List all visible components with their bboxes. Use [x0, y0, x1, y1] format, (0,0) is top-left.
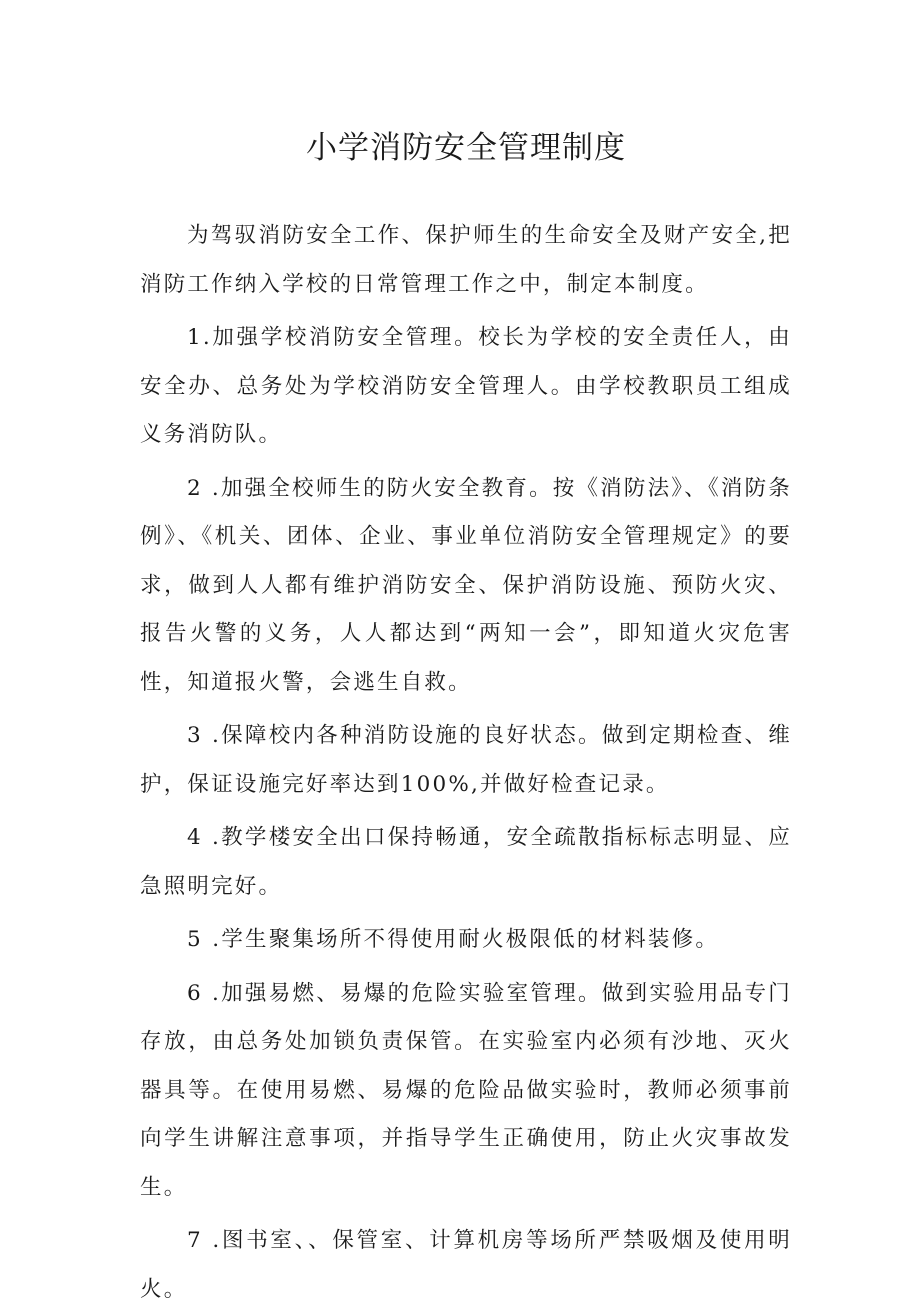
rule-2-paragraph: 2 .加强全校师生的防火安全教育。按《消防法》、《消防条例》、《机关、团体、企业、事业单位消防安全管理规定》的要求，做到人人都有维护消防安全、保护消防设施、预防火灾、报告火警的义务，人人都达到“两知一会”，即知道火灾危害性，知道报火警，会逃生自救。	[140, 475, 792, 695]
rule-1-paragraph: 1.加强学校消防安全管理。校长为学校的安全责任人，由安全办、总务处为学校消防安全管理人。由学校教职员工组成义务消防队。	[140, 325, 792, 447]
rule-6-paragraph: 6 .加强易燃、易爆的危险实验室管理。做到实验用品专门存放，由总务处加锁负责保管。在实验室内必须有沙地、灭火器具等。在使用易燃、易爆的危险品做实验时，教师必须事前向学生讲解注意事项，并指导学生正确使用，防止火灾事故发生。	[140, 980, 792, 1200]
rule-5-paragraph: 5 .学生聚集场所不得使用耐火极限低的材料装修。	[187, 927, 720, 952]
rule-3-paragraph: 3 .保障校内各种消防设施的良好状态。做到定期检查、维护，保证设施完好率达到100%,并做好检查记录。	[140, 723, 792, 797]
rule-7-paragraph: 7 .图书室、、保管室、计算机房等场所严禁吸烟及使用明火。	[140, 1228, 792, 1302]
document-title: 小学消防安全管理制度	[306, 130, 626, 166]
intro-paragraph: 为驾驭消防安全工作、保护师生的生命安全及财产安全,把消防工作纳入学校的日常管理工作之中，制定本制度。	[140, 223, 792, 297]
rule-4-paragraph: 4 .教学楼安全出口保持畅通，安全疏散指标标志明显、应急照明完好。	[140, 825, 792, 899]
